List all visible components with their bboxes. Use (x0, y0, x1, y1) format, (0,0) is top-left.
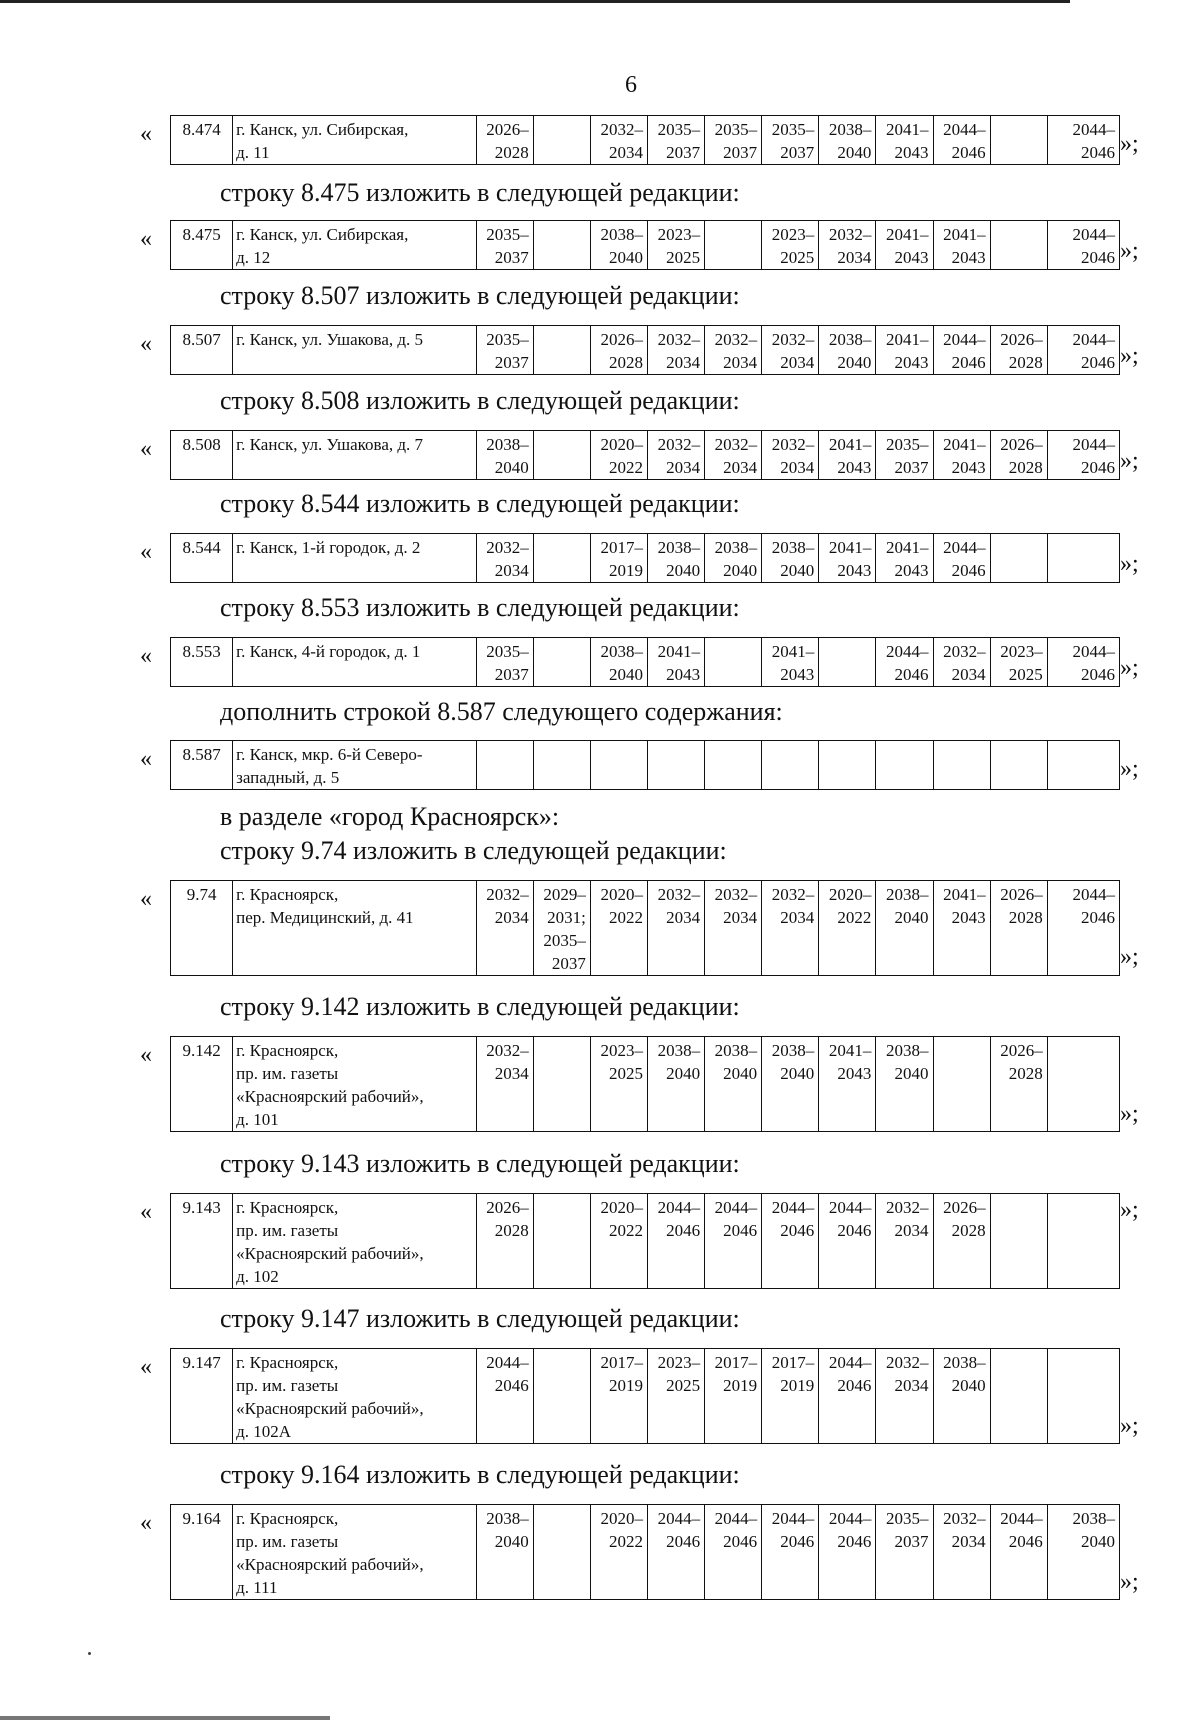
year-range-cell (533, 638, 590, 687)
row-number: 9.147 (171, 1349, 233, 1444)
year-range-cell (533, 221, 590, 270)
year-range-cell: 2023– 2025 (762, 221, 819, 270)
amended-row-block (0, 880, 1200, 974)
amended-row-block (0, 1193, 1200, 1288)
year-range-cell: 2044– 2046 (762, 1194, 819, 1289)
row-number: 8.475 (171, 221, 233, 270)
row-number: 8.553 (171, 638, 233, 687)
close-quote: »; (1120, 944, 1139, 970)
year-range-cell: 2044– 2046 (876, 638, 933, 687)
close-quote: »; (1120, 343, 1139, 369)
year-range-cell: 2038– 2040 (876, 881, 933, 976)
close-quote: »; (1120, 238, 1139, 264)
year-range-cell: 2038– 2040 (705, 534, 762, 583)
year-range-cell (876, 741, 933, 790)
year-range-cell: 2038– 2040 (476, 1505, 533, 1600)
open-quote: « (140, 226, 152, 252)
year-range-cell: 2038– 2040 (705, 1037, 762, 1132)
year-range-cell: 2032– 2034 (762, 881, 819, 976)
year-range-cell: 2020– 2022 (590, 1505, 647, 1600)
instruction-line: дополнить строкой 8.587 следующего содержания: (220, 697, 783, 726)
year-range-cell: 2038– 2040 (647, 534, 704, 583)
instruction-line: строку 8.475 изложить в следующей редакции: (220, 178, 740, 207)
close-quote: »; (1120, 1101, 1139, 1127)
year-range-cell: 2032– 2034 (647, 881, 704, 976)
table-row (171, 1505, 1120, 1600)
instruction-line: строку 8.508 изложить в следующей редакции: (220, 386, 740, 415)
open-quote: « (140, 643, 152, 669)
close-quote: »; (1120, 756, 1139, 782)
scan-speck (88, 1652, 91, 1655)
address-cell: г. Красноярск, пр. им. газеты «Красноярский рабочий», д. 102А (233, 1349, 477, 1444)
year-range-cell: 2023– 2025 (590, 1037, 647, 1132)
year-range-cell: 2038– 2040 (933, 1349, 990, 1444)
year-range-cell: 2038– 2040 (876, 1037, 933, 1132)
close-quote: »; (1120, 1413, 1139, 1439)
year-range-cell (990, 1194, 1047, 1289)
bottom-scan-edge (0, 1716, 330, 1720)
table-row (171, 431, 1120, 480)
amended-row-block (0, 740, 1200, 786)
year-range-cell: 2032– 2034 (705, 881, 762, 976)
year-range-cell: 2032– 2034 (705, 326, 762, 375)
year-range-cell: 2026– 2028 (990, 326, 1047, 375)
year-range-cell: 2020– 2022 (590, 881, 647, 976)
year-range-cell (1047, 1194, 1119, 1289)
year-range-cell: 2032– 2034 (476, 534, 533, 583)
open-quote: « (140, 1199, 152, 1225)
year-range-cell: 2035– 2037 (705, 116, 762, 165)
open-quote: « (140, 746, 152, 772)
year-range-cell: 2032– 2034 (933, 638, 990, 687)
table-row (171, 638, 1120, 687)
year-range-cell: 2026– 2028 (476, 1194, 533, 1289)
table-row (171, 1194, 1120, 1289)
year-range-cell: 2041– 2043 (876, 326, 933, 375)
address-cell: г. Канск, ул. Сибирская, д. 11 (233, 116, 477, 165)
year-range-cell (1047, 1349, 1119, 1444)
schedule-table (170, 740, 1120, 790)
year-range-cell: 2035– 2037 (876, 431, 933, 480)
open-quote: « (140, 121, 152, 147)
year-range-cell (533, 1349, 590, 1444)
year-range-cell (990, 741, 1047, 790)
address-cell: г. Канск, 1-й городок, д. 2 (233, 534, 477, 583)
year-range-cell (762, 741, 819, 790)
year-range-cell: 2032– 2034 (705, 431, 762, 480)
close-quote: »; (1120, 551, 1139, 577)
row-number: 8.544 (171, 534, 233, 583)
address-cell: г. Канск, ул. Ушакова, д. 5 (233, 326, 477, 375)
instruction-line: строку 8.507 изложить в следующей редакции: (220, 281, 740, 310)
year-range-cell: 2017– 2019 (590, 1349, 647, 1444)
year-range-cell (590, 741, 647, 790)
schedule-table (170, 533, 1120, 583)
year-range-cell (533, 1505, 590, 1600)
year-range-cell: 2035– 2037 (647, 116, 704, 165)
year-range-cell: 2023– 2025 (647, 1349, 704, 1444)
address-cell: г. Канск, мкр. 6-й Северо- западный, д. 5 (233, 741, 477, 790)
table-row (171, 221, 1120, 270)
row-number: 9.74 (171, 881, 233, 976)
year-range-cell: 2044– 2046 (705, 1505, 762, 1600)
address-cell: г. Красноярск, пр. им. газеты «Красноярский рабочий», д. 111 (233, 1505, 477, 1600)
year-range-cell: 2041– 2043 (876, 534, 933, 583)
year-range-cell: 2041– 2043 (876, 221, 933, 270)
row-number: 9.142 (171, 1037, 233, 1132)
table-row (171, 881, 1120, 976)
year-range-cell: 2044– 2046 (933, 326, 990, 375)
close-quote: »; (1120, 1197, 1139, 1223)
year-range-cell: 2023– 2025 (990, 638, 1047, 687)
year-range-cell: 2038– 2040 (590, 221, 647, 270)
open-quote: « (140, 539, 152, 565)
row-number: 9.164 (171, 1505, 233, 1600)
year-range-cell: 2044– 2046 (933, 534, 990, 583)
year-range-cell: 2041– 2043 (876, 116, 933, 165)
year-range-cell (990, 1349, 1047, 1444)
year-range-cell: 2041– 2043 (647, 638, 704, 687)
year-range-cell: 2029– 2031; 2035– 2037 (533, 881, 590, 976)
year-range-cell: 2035– 2037 (476, 638, 533, 687)
year-range-cell: 2044– 2046 (762, 1505, 819, 1600)
year-range-cell (533, 534, 590, 583)
amended-row-block (0, 1348, 1200, 1443)
year-range-cell: 2044– 2046 (705, 1194, 762, 1289)
amended-row-block (0, 1036, 1200, 1131)
year-range-cell: 2032– 2034 (762, 431, 819, 480)
year-range-cell (990, 534, 1047, 583)
table-row (171, 326, 1120, 375)
year-range-cell (819, 638, 876, 687)
year-range-cell: 2026– 2028 (990, 1037, 1047, 1132)
open-quote: « (140, 1354, 152, 1380)
amended-row-block (0, 220, 1200, 268)
year-range-cell (819, 741, 876, 790)
year-range-cell: 2044– 2046 (1047, 116, 1119, 165)
year-range-cell: 2026– 2028 (990, 431, 1047, 480)
close-quote: »; (1120, 448, 1139, 474)
schedule-table (170, 1504, 1120, 1600)
year-range-cell: 2041– 2043 (933, 221, 990, 270)
year-range-cell (1047, 534, 1119, 583)
address-cell: г. Канск, 4-й городок, д. 1 (233, 638, 477, 687)
open-quote: « (140, 886, 152, 912)
year-range-cell: 2032– 2034 (476, 1037, 533, 1132)
schedule-table (170, 637, 1120, 687)
year-range-cell (990, 116, 1047, 165)
instruction-line: строку 9.74 изложить в следующей редакции: (220, 836, 727, 865)
year-range-cell: 2038– 2040 (1047, 1505, 1119, 1600)
year-range-cell: 2038– 2040 (476, 431, 533, 480)
top-scan-edge (0, 0, 1070, 3)
year-range-cell: 2017– 2019 (705, 1349, 762, 1444)
year-range-cell: 2032– 2034 (476, 881, 533, 976)
year-range-cell: 2044– 2046 (819, 1349, 876, 1444)
instruction-line: строку 9.147 изложить в следующей редакции: (220, 1304, 740, 1333)
instruction-line: строку 8.544 изложить в следующей редакции: (220, 489, 740, 518)
row-number: 8.587 (171, 741, 233, 790)
year-range-cell: 2041– 2043 (933, 431, 990, 480)
instruction-line: строку 9.143 изложить в следующей редакции: (220, 1149, 740, 1178)
schedule-table (170, 325, 1120, 375)
open-quote: « (140, 1510, 152, 1536)
amended-row-block (0, 637, 1200, 685)
amended-row-block (0, 115, 1200, 161)
year-range-cell: 2032– 2034 (876, 1349, 933, 1444)
year-range-cell (933, 1037, 990, 1132)
year-range-cell: 2038– 2040 (647, 1037, 704, 1132)
table-row (171, 741, 1120, 790)
amended-row-block (0, 1504, 1200, 1599)
year-range-cell (533, 741, 590, 790)
year-range-cell: 2020– 2022 (819, 881, 876, 976)
year-range-cell (933, 741, 990, 790)
year-range-cell: 2035– 2037 (762, 116, 819, 165)
year-range-cell: 2044– 2046 (647, 1194, 704, 1289)
year-range-cell (1047, 1037, 1119, 1132)
row-number: 8.474 (171, 116, 233, 165)
table-row (171, 1349, 1120, 1444)
year-range-cell: 2044– 2046 (990, 1505, 1047, 1600)
close-quote: »; (1120, 131, 1139, 157)
year-range-cell: 2038– 2040 (819, 116, 876, 165)
row-number: 8.507 (171, 326, 233, 375)
year-range-cell: 2020– 2022 (590, 431, 647, 480)
close-quote: »; (1120, 655, 1139, 681)
year-range-cell: 2038– 2040 (762, 1037, 819, 1132)
year-range-cell: 2032– 2034 (590, 116, 647, 165)
open-quote: « (140, 1042, 152, 1068)
year-range-cell (533, 1194, 590, 1289)
year-range-cell (705, 221, 762, 270)
year-range-cell (705, 638, 762, 687)
year-range-cell: 2020– 2022 (590, 1194, 647, 1289)
address-cell: г. Красноярск, пр. им. газеты «Красноярский рабочий», д. 102 (233, 1194, 477, 1289)
schedule-table (170, 1193, 1120, 1289)
schedule-table (170, 430, 1120, 480)
address-cell: г. Канск, ул. Ушакова, д. 7 (233, 431, 477, 480)
year-range-cell: 2038– 2040 (762, 534, 819, 583)
year-range-cell: 2026– 2028 (476, 116, 533, 165)
open-quote: « (140, 331, 152, 357)
year-range-cell: 2041– 2043 (762, 638, 819, 687)
year-range-cell: 2044– 2046 (1047, 326, 1119, 375)
instruction-line: строку 9.142 изложить в следующей редакции: (220, 992, 740, 1021)
open-quote: « (140, 436, 152, 462)
year-range-cell: 2035– 2037 (476, 326, 533, 375)
year-range-cell (1047, 741, 1119, 790)
year-range-cell: 2044– 2046 (819, 1505, 876, 1600)
year-range-cell: 2044– 2046 (933, 116, 990, 165)
schedule-table (170, 115, 1120, 165)
year-range-cell: 2041– 2043 (819, 534, 876, 583)
year-range-cell: 2041– 2043 (819, 431, 876, 480)
table-row (171, 534, 1120, 583)
schedule-table (170, 1348, 1120, 1444)
year-range-cell: 2023– 2025 (647, 221, 704, 270)
amended-row-block (0, 533, 1200, 581)
year-range-cell: 2032– 2034 (647, 326, 704, 375)
year-range-cell: 2044– 2046 (1047, 881, 1119, 976)
year-range-cell: 2044– 2046 (647, 1505, 704, 1600)
year-range-cell: 2017– 2019 (762, 1349, 819, 1444)
year-range-cell (533, 431, 590, 480)
year-range-cell: 2026– 2028 (590, 326, 647, 375)
year-range-cell (533, 116, 590, 165)
year-range-cell: 2044– 2046 (1047, 638, 1119, 687)
year-range-cell: 2044– 2046 (1047, 221, 1119, 270)
address-cell: г. Канск, ул. Сибирская, д. 12 (233, 221, 477, 270)
year-range-cell (533, 326, 590, 375)
year-range-cell (705, 741, 762, 790)
table-row (171, 1037, 1120, 1132)
instruction-line: в разделе «город Красноярск»: (220, 802, 560, 831)
close-quote: »; (1120, 1569, 1139, 1595)
page-number: 6 (625, 72, 637, 98)
instruction-line: строку 8.553 изложить в следующей редакции: (220, 593, 740, 622)
year-range-cell: 2041– 2043 (933, 881, 990, 976)
year-range-cell: 2035– 2037 (876, 1505, 933, 1600)
amended-row-block (0, 325, 1200, 373)
year-range-cell: 2044– 2046 (1047, 431, 1119, 480)
year-range-cell: 2032– 2034 (762, 326, 819, 375)
table-row (171, 116, 1120, 165)
year-range-cell (647, 741, 704, 790)
address-cell: г. Красноярск, пер. Медицинский, д. 41 (233, 881, 477, 976)
row-number: 9.143 (171, 1194, 233, 1289)
year-range-cell: 2038– 2040 (590, 638, 647, 687)
year-range-cell: 2041– 2043 (819, 1037, 876, 1132)
row-number: 8.508 (171, 431, 233, 480)
year-range-cell: 2026– 2028 (990, 881, 1047, 976)
instruction-line: строку 9.164 изложить в следующей редакции: (220, 1460, 740, 1489)
schedule-table (170, 1036, 1120, 1132)
address-cell: г. Красноярск, пр. им. газеты «Красноярский рабочий», д. 101 (233, 1037, 477, 1132)
schedule-table (170, 220, 1120, 270)
year-range-cell: 2026– 2028 (933, 1194, 990, 1289)
year-range-cell (476, 741, 533, 790)
year-range-cell: 2044– 2046 (476, 1349, 533, 1444)
year-range-cell: 2032– 2034 (876, 1194, 933, 1289)
amended-row-block (0, 430, 1200, 478)
year-range-cell: 2017– 2019 (590, 534, 647, 583)
year-range-cell (533, 1037, 590, 1132)
schedule-table (170, 880, 1120, 976)
year-range-cell: 2044– 2046 (819, 1194, 876, 1289)
year-range-cell: 2032– 2034 (933, 1505, 990, 1600)
year-range-cell: 2032– 2034 (647, 431, 704, 480)
year-range-cell: 2038– 2040 (819, 326, 876, 375)
year-range-cell: 2035– 2037 (476, 221, 533, 270)
year-range-cell (990, 221, 1047, 270)
year-range-cell: 2032– 2034 (819, 221, 876, 270)
